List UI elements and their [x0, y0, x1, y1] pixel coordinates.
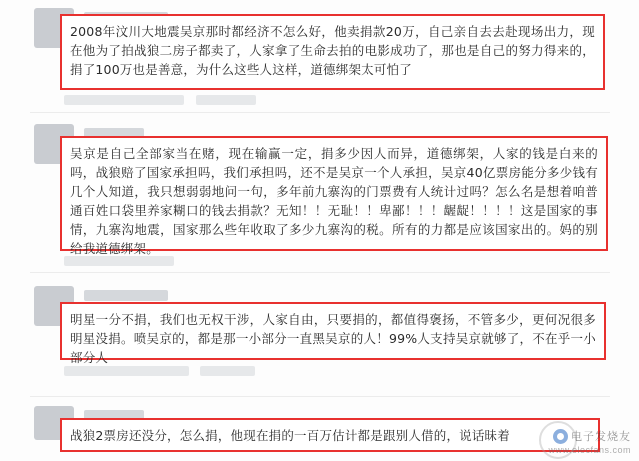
- comment-text: 明星一分不捐，我们也无权干涉，人家自由，只要捐的，都值得褒扬，不管多少，更何况很多明星没捐。喷吴京的，都是那一小部分一直黑吴京的人！99%人支持吴京就够了，不在乎一小部分人: [70, 312, 596, 365]
- username-placeholder: [84, 290, 168, 301]
- comment-footer-placeholder-2: [200, 366, 255, 376]
- divider: [30, 396, 610, 397]
- comment-highlight-box: [60, 136, 608, 256]
- divider: [30, 112, 610, 113]
- comment-item: [0, 280, 639, 390]
- comment-footer-placeholder: [64, 366, 189, 376]
- comment-highlight-box: [60, 14, 605, 90]
- comment-footer-placeholder-2: [196, 95, 256, 105]
- comment-highlight-box: [60, 302, 606, 365]
- comment-highlight-box: [60, 418, 600, 452]
- comment-footer-placeholder: [64, 95, 184, 105]
- comment-item: [0, 118, 639, 270]
- comment-footer-placeholder: [64, 256, 174, 266]
- comment-text: 吴京是自己全部家当在赌，现在输赢一定，捐多少因人而异，道德绑架，人家的钱是白来的吗，战狼赔了国家承担吗，我们承担吗，还不是吴京一个人承担，吴京40亿票房能分多少钱有几个人知道，我只想弱弱地问一句，多年前九寨沟的门票费有人统计过吗？怎么名是想着咱普通百姓口袋里养家糊口的钱去捐款？无知！！无耻！！卑鄙！！！龌龊！！！！这是国家的事情，九寨沟地震，国家那么些年收取了多少九寨沟的税。所有的力都是应该国家出的。妈的别给我道德绑架。: [70, 146, 598, 256]
- comment-item: [0, 402, 639, 461]
- comment-item: [0, 0, 639, 112]
- divider: [30, 272, 610, 273]
- comment-text: 2008年汶川大地震吴京那时都经济不怎么好，他卖捐款20万，自己亲自去去赴现场出力，现在他为了拍战狼二房子都卖了，人家拿了生命去拍的电影成功了，那也是自己的努力得来的，捐了100万也是善意，为什么这些人这样，道德绑架太可怕了: [70, 24, 595, 77]
- comment-text: 战狼2票房还没分，怎么捐，他现在捐的一百万估计都是跟别人借的，说话昧着: [70, 428, 510, 443]
- watermark-url: www.elecfans.com: [548, 445, 631, 455]
- watermark-brand-text: 电子发烧友: [571, 430, 631, 443]
